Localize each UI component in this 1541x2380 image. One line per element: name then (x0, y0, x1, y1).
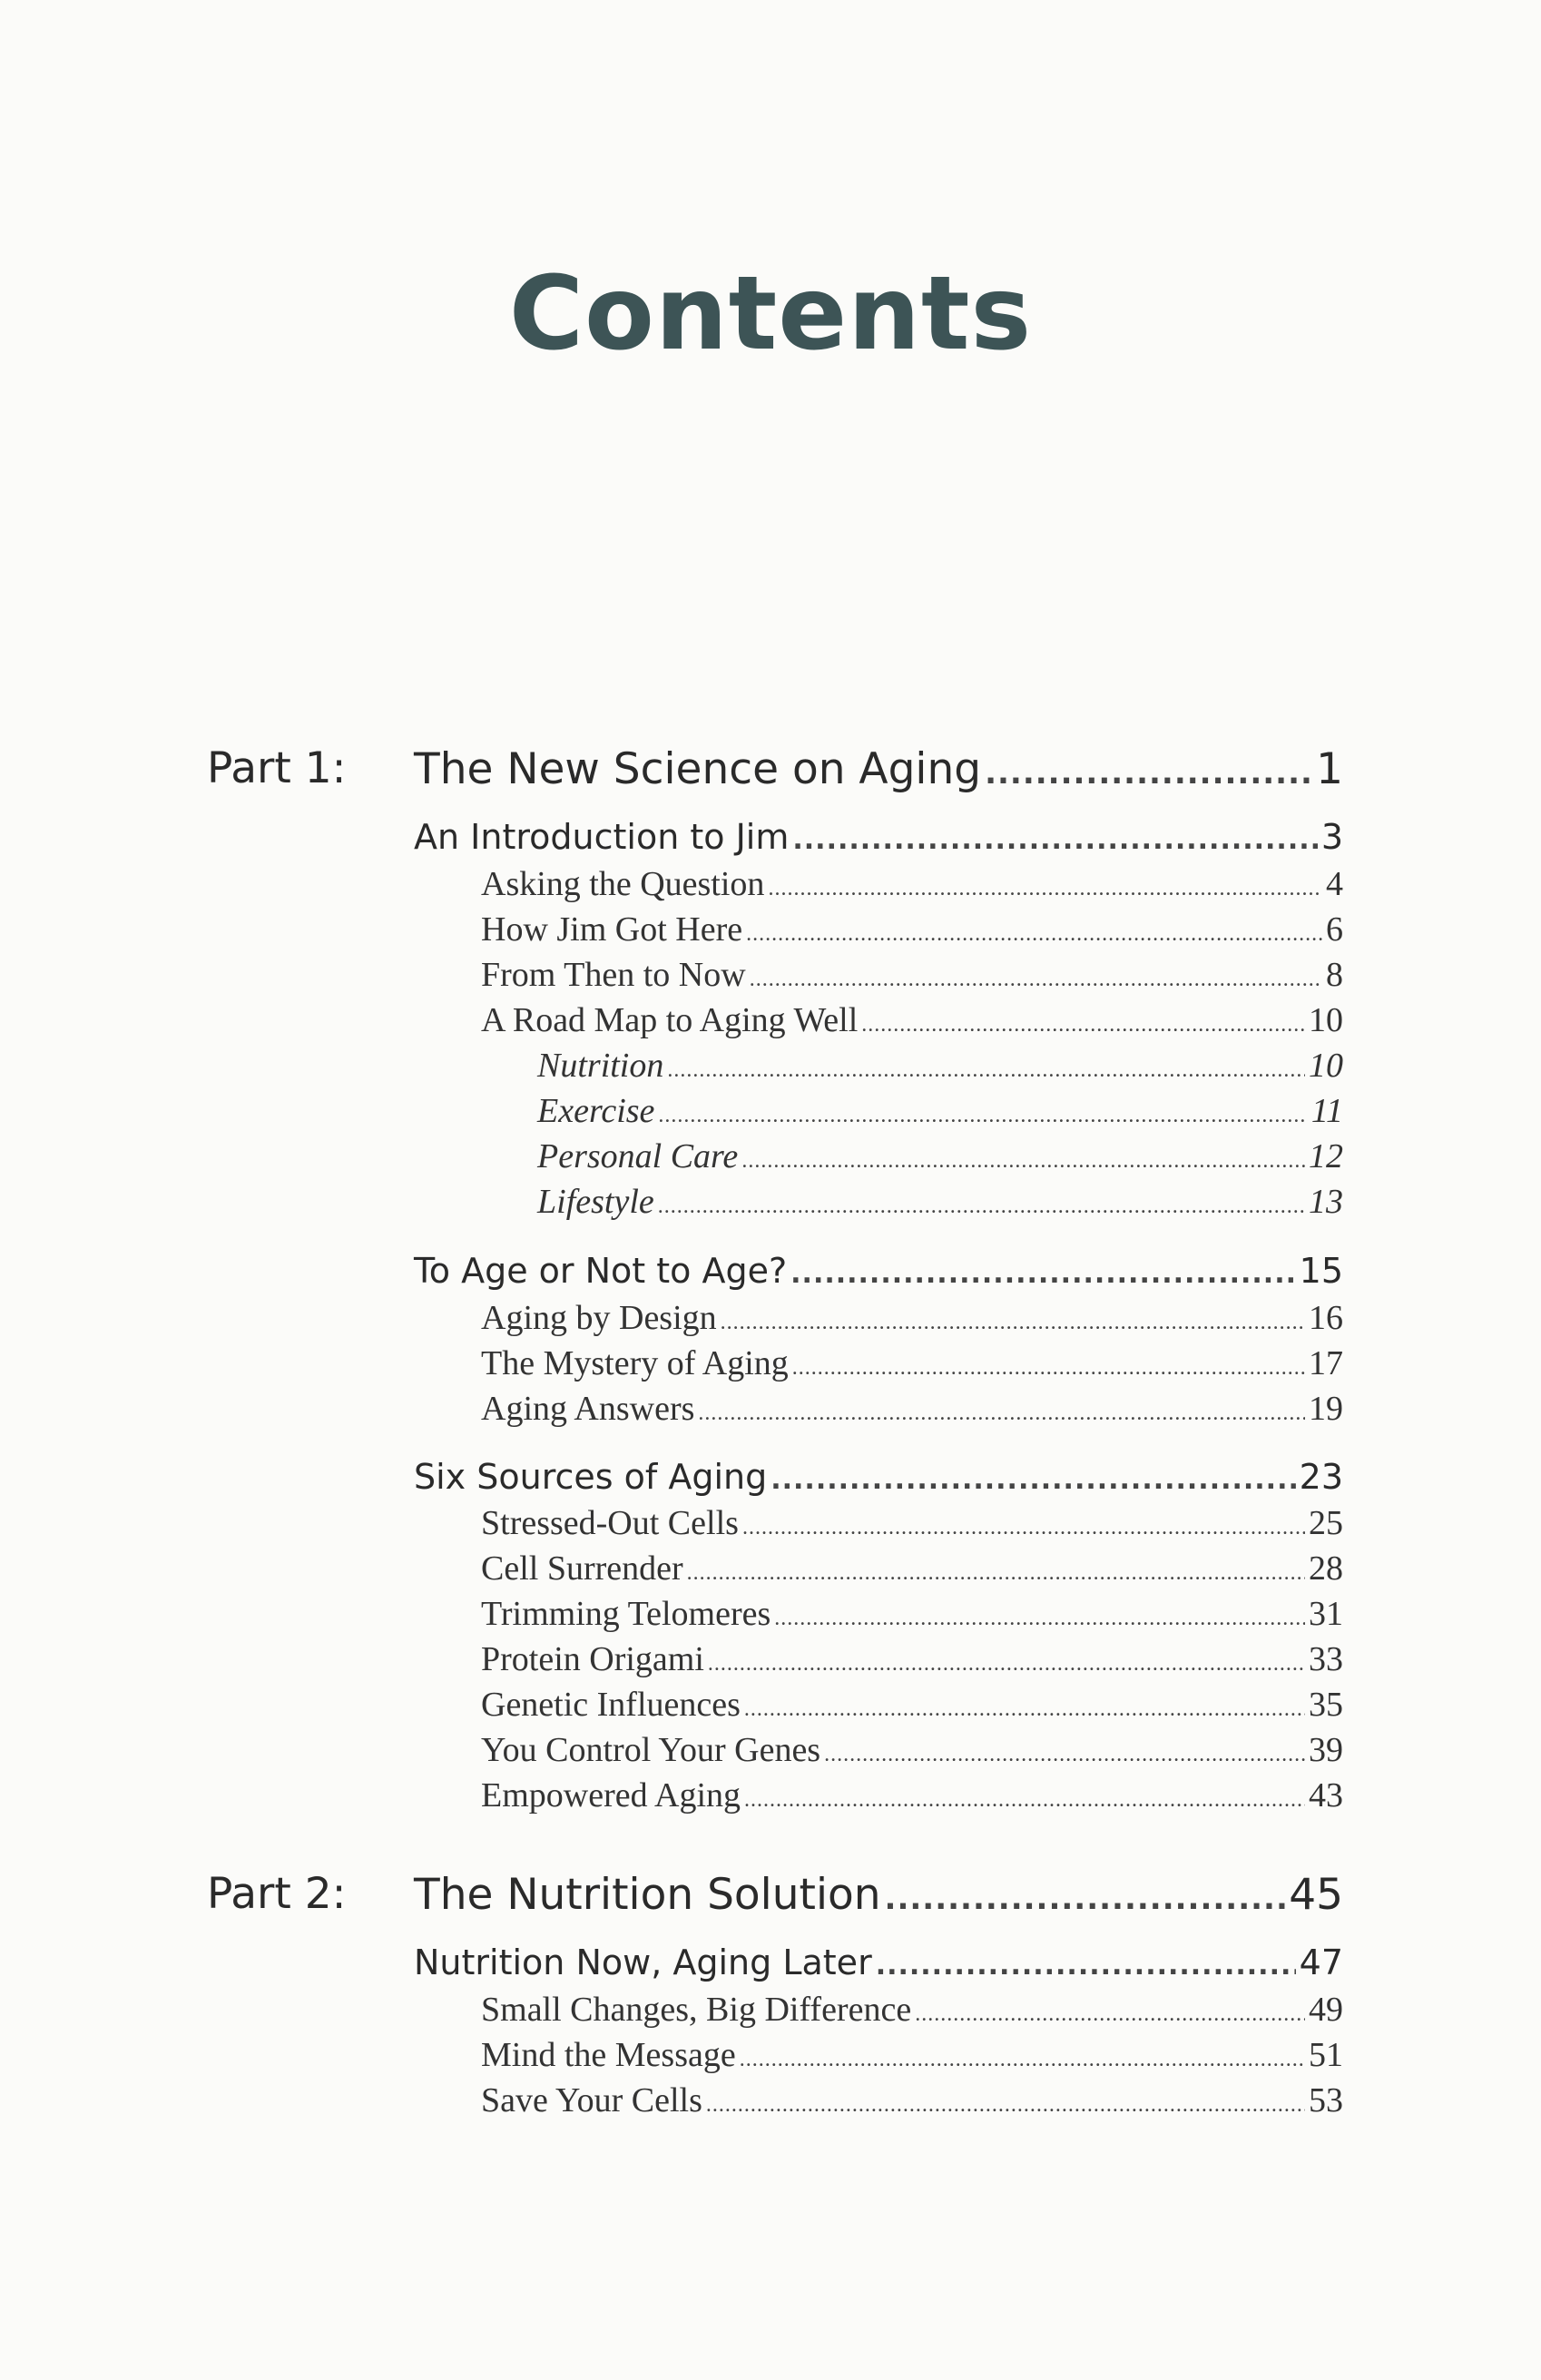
dot-leader (744, 1788, 1305, 1813)
toc-section-entry[interactable] (481, 2080, 1343, 2120)
chapter-title: An Introduction to Jim (414, 817, 790, 857)
page-number: 28 (1309, 1549, 1343, 1588)
dot-leader (774, 1607, 1305, 1631)
chapter-title: To Age or Not to Age? (414, 1251, 788, 1291)
toc-section-entry[interactable] (481, 1503, 1343, 1543)
section-title: A Road Map to Aging Well (481, 1001, 859, 1039)
section-title: Empowered Aging (481, 1776, 741, 1815)
page-number: 4 (1326, 865, 1343, 903)
section-title: How Jim Got Here (481, 910, 743, 949)
page-number: 23 (1299, 1457, 1343, 1497)
toc-section-entry[interactable] (481, 1000, 1343, 1040)
dot-leader (885, 1881, 1286, 1917)
section-title: Genetic Influences (481, 1686, 741, 1724)
chapter-title: Nutrition Now, Aging Later (414, 1942, 872, 1982)
section-title: Asking the Question (481, 865, 765, 903)
subsection-title: Personal Care (537, 1137, 739, 1175)
section-title: Stressed-Out Cells (481, 1504, 739, 1542)
page-number: 15 (1299, 1251, 1343, 1291)
toc-section-entry[interactable] (481, 864, 1343, 904)
part-label: Part 2: (207, 1869, 347, 1919)
section-title: Trimming Telomeres (481, 1595, 771, 1633)
subsection-title: Exercise (537, 1092, 655, 1130)
toc-part-entry[interactable] (414, 1870, 1343, 1920)
dot-leader (768, 877, 1322, 901)
page-number: 19 (1309, 1390, 1343, 1428)
page-number: 8 (1326, 956, 1343, 994)
dot-leader (721, 1311, 1305, 1335)
part-title: The Nutrition Solution (414, 1870, 881, 1920)
page-number: 1 (1316, 744, 1343, 794)
dot-leader (985, 755, 1312, 792)
section-title: Mind the Message (481, 2036, 736, 2074)
dot-leader (658, 1104, 1307, 1128)
page-number: 45 (1289, 1870, 1343, 1920)
part-title: The New Science on Aging (414, 744, 982, 794)
toc-subsection-entry[interactable] (537, 1136, 1343, 1176)
page-number: 39 (1309, 1731, 1343, 1769)
section-title: Aging by Design (481, 1299, 717, 1337)
dot-leader (824, 1743, 1305, 1767)
toc-section-entry[interactable] (481, 1549, 1343, 1588)
page-title: Contents (508, 255, 1033, 373)
toc-section-entry[interactable] (481, 1298, 1343, 1338)
toc-subsection-entry[interactable] (537, 1046, 1343, 1086)
dot-leader (861, 1013, 1305, 1038)
page-number: 35 (1309, 1686, 1343, 1724)
page-number: 53 (1309, 2081, 1343, 2119)
page-number: 25 (1309, 1504, 1343, 1542)
section-title: Aging Answers (481, 1390, 695, 1428)
dot-leader (750, 968, 1322, 992)
toc-section-entry[interactable] (481, 955, 1343, 995)
toc-subsection-entry[interactable] (537, 1182, 1343, 1222)
page-number: 47 (1299, 1942, 1343, 1982)
dot-leader (746, 922, 1322, 947)
toc-chapter-entry[interactable] (414, 1251, 1343, 1291)
page-number: 51 (1309, 2036, 1343, 2074)
page-number: 33 (1309, 1640, 1343, 1678)
page-number: 13 (1309, 1183, 1343, 1221)
subsection-title: Nutrition (537, 1047, 664, 1085)
toc-section-entry[interactable] (481, 910, 1343, 949)
toc-section-entry[interactable] (481, 1343, 1343, 1383)
page-number: 10 (1309, 1047, 1343, 1085)
section-title: Save Your Cells (481, 2081, 702, 2119)
toc-chapter-entry[interactable] (414, 1942, 1343, 1982)
dot-leader (792, 1356, 1305, 1381)
toc-section-entry[interactable] (481, 1389, 1343, 1429)
toc-section-entry[interactable] (481, 1730, 1343, 1770)
dot-leader (658, 1195, 1305, 1219)
section-title: You Control Your Genes (481, 1731, 821, 1769)
dot-leader (744, 1697, 1305, 1722)
page-number: 17 (1309, 1344, 1343, 1382)
page-number: 11 (1310, 1092, 1343, 1130)
part-label: Part 1: (207, 743, 347, 793)
toc-section-entry[interactable] (481, 1594, 1343, 1634)
dot-leader (790, 1258, 1295, 1290)
chapter-title: Six Sources of Aging (414, 1457, 768, 1497)
toc-part-entry[interactable] (414, 744, 1343, 794)
section-title: Small Changes, Big Difference (481, 1991, 912, 2029)
page-number: 16 (1309, 1299, 1343, 1337)
dot-leader (698, 1401, 1305, 1426)
dot-leader (740, 2048, 1305, 2072)
dot-leader (706, 2093, 1305, 2118)
page-number: 10 (1309, 1001, 1343, 1039)
toc-section-entry[interactable] (481, 1990, 1343, 2030)
toc-chapter-entry[interactable] (414, 817, 1343, 857)
page-number: 31 (1309, 1595, 1343, 1633)
subsection-title: Lifestyle (537, 1183, 654, 1221)
dot-leader (667, 1058, 1305, 1083)
toc-chapter-entry[interactable] (414, 1457, 1343, 1497)
page-number: 12 (1309, 1137, 1343, 1175)
dot-leader (876, 1950, 1296, 1982)
dot-leader (742, 1516, 1305, 1540)
toc-subsection-entry[interactable] (537, 1091, 1343, 1131)
dot-leader (741, 1149, 1305, 1174)
dot-leader (770, 1464, 1295, 1496)
dot-leader (915, 2002, 1305, 2027)
section-title: Protein Origami (481, 1640, 704, 1678)
page-number: 6 (1326, 910, 1343, 949)
page-number: 43 (1309, 1776, 1343, 1815)
toc-section-entry[interactable] (481, 1639, 1343, 1679)
section-title: From Then to Now (481, 956, 746, 994)
toc-section-entry[interactable] (481, 1685, 1343, 1725)
section-title: The Mystery of Aging (481, 1344, 789, 1382)
dot-leader (687, 1561, 1305, 1586)
toc-section-entry[interactable] (481, 1775, 1343, 1815)
dot-leader (708, 1652, 1305, 1677)
page-number: 49 (1309, 1991, 1343, 2029)
section-title: Cell Surrender (481, 1549, 683, 1588)
toc-section-entry[interactable] (481, 2035, 1343, 2075)
page-number: 3 (1320, 817, 1343, 857)
dot-leader (792, 824, 1317, 856)
